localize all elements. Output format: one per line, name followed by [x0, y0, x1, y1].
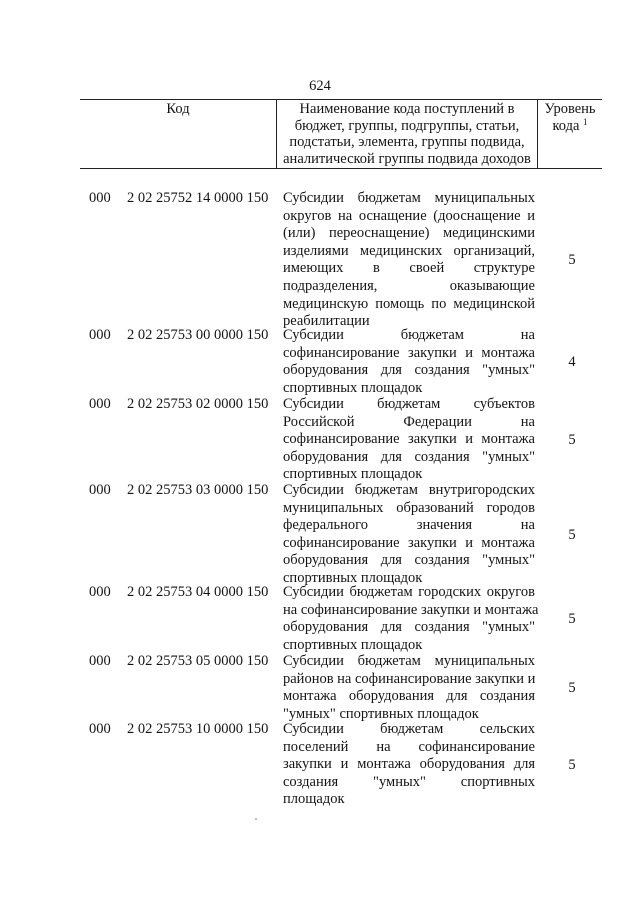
row-budget-code: 2 02 25752 14 0000 150 [127, 190, 269, 206]
row-description [283, 653, 535, 723]
description-line: оборудования для создания "умных" [283, 448, 535, 465]
description-line: спортивных площадок [283, 569, 423, 586]
row-code: 000 [89, 327, 111, 343]
description-line: спортивных площадок [283, 636, 423, 653]
header-name-line: подстатьи, элемента, группы подвида, [289, 134, 525, 150]
table-row [0, 190, 640, 331]
description-line: на софинансирование закупки и монтажа [283, 601, 539, 618]
description-line: спортивных площадок [283, 379, 423, 396]
description-line: Субсидии бюджетам внутригородских [283, 482, 535, 498]
description-line: Субсидии бюджетам субъектов [283, 396, 535, 412]
description-line: округов на оснащение (дооснащение и [283, 207, 535, 224]
row-level: 5 [568, 527, 576, 543]
description-line: софинансирование закупки и монтажа [283, 344, 535, 361]
description-line: (или) переоснащение) медицинскими [283, 225, 535, 242]
header-code: Код [166, 101, 190, 117]
description-line: реабилитации [283, 313, 370, 330]
row-code: 000 [89, 653, 111, 669]
description-line: оборудования для создания "умных" [283, 552, 535, 569]
description-line: спортивных площадок [283, 466, 423, 483]
table-row [0, 327, 640, 397]
description-line: оборудования для создания "умных" [283, 362, 535, 379]
header-level-word: кода [552, 117, 580, 134]
header-level-line2 [538, 118, 602, 135]
row-level: 5 [568, 252, 576, 268]
header-name-line: Наименование кода поступлений в [299, 101, 515, 117]
row-budget-code: 2 02 25753 00 0000 150 [127, 327, 269, 343]
row-budget-code: 2 02 25753 04 0000 150 [127, 584, 269, 600]
description-line: создания "умных" спортивных [283, 773, 535, 790]
table-row [0, 721, 640, 809]
page-number: 624 [309, 78, 331, 94]
row-level: 5 [568, 757, 576, 773]
description-line: Субсидии бюджетам на [283, 327, 535, 343]
description-line: федерального значения на [283, 517, 535, 534]
row-budget-code: 2 02 25753 05 0000 150 [127, 653, 269, 669]
row-code: 000 [89, 396, 111, 412]
header-level-line1: Уровень [544, 101, 596, 117]
description-line: подразделения, оказывающие [283, 277, 535, 294]
table-row [0, 653, 640, 723]
description-line: Субсидии бюджетам муниципальных [283, 653, 535, 669]
description-line: софинансирование закупки и монтажа [283, 534, 535, 551]
row-level: 5 [568, 680, 576, 696]
description-line: монтажа оборудования для создания [283, 688, 535, 705]
row-description [283, 327, 535, 397]
header-name-line: аналитической группы подвида доходов [283, 150, 531, 167]
row-code: 000 [89, 190, 111, 206]
row-code: 000 [89, 584, 111, 600]
row-description [283, 721, 535, 809]
row-description [283, 396, 535, 484]
row-level: 5 [568, 432, 576, 448]
description-line: оборудования для создания "умных" [283, 619, 535, 636]
row-description [283, 482, 535, 588]
description-line: районов на софинансирование закупки и [283, 670, 536, 687]
description-line: поселений на софинансирование [283, 738, 535, 755]
row-budget-code: 2 02 25753 10 0000 150 [127, 721, 269, 737]
table-row [0, 482, 640, 588]
table-row [0, 584, 640, 654]
row-code: 000 [89, 721, 111, 737]
description-line: имеющих в своей структуре [283, 260, 535, 277]
description-line: "умных" спортивных площадок [283, 705, 479, 722]
table-row [0, 396, 640, 484]
description-line: Субсидии бюджетам городских округов [283, 584, 535, 600]
description-line: Субсидии бюджетам сельских [283, 721, 535, 737]
header-name-line: бюджет, группы, подгруппы, статьи, [294, 117, 520, 134]
table-header [80, 99, 602, 169]
row-level: 4 [568, 354, 576, 370]
header-level-footnote: 1 [583, 116, 588, 127]
description-line: медицинскую помощь по медицинской [283, 295, 535, 312]
header-level [538, 101, 602, 134]
description-line: изделиями медицинских организаций, [283, 242, 535, 259]
description-line: муниципальных образований городов [283, 499, 535, 516]
header-name [276, 100, 538, 168]
description-line: площадок [283, 791, 345, 808]
row-budget-code: 2 02 25753 03 0000 150 [127, 482, 269, 498]
description-line: Российской Федерации на [283, 413, 535, 430]
scan-dot [255, 818, 257, 820]
description-line: софинансирование закупки и монтажа [283, 431, 535, 448]
row-code: 000 [89, 482, 111, 498]
row-description [283, 190, 535, 331]
row-budget-code: 2 02 25753 02 0000 150 [127, 396, 269, 412]
description-line: Субсидии бюджетам муниципальных [283, 190, 535, 206]
row-description [283, 584, 539, 654]
row-level: 5 [568, 611, 576, 627]
description-line: закупки и монтажа оборудования для [283, 756, 535, 773]
